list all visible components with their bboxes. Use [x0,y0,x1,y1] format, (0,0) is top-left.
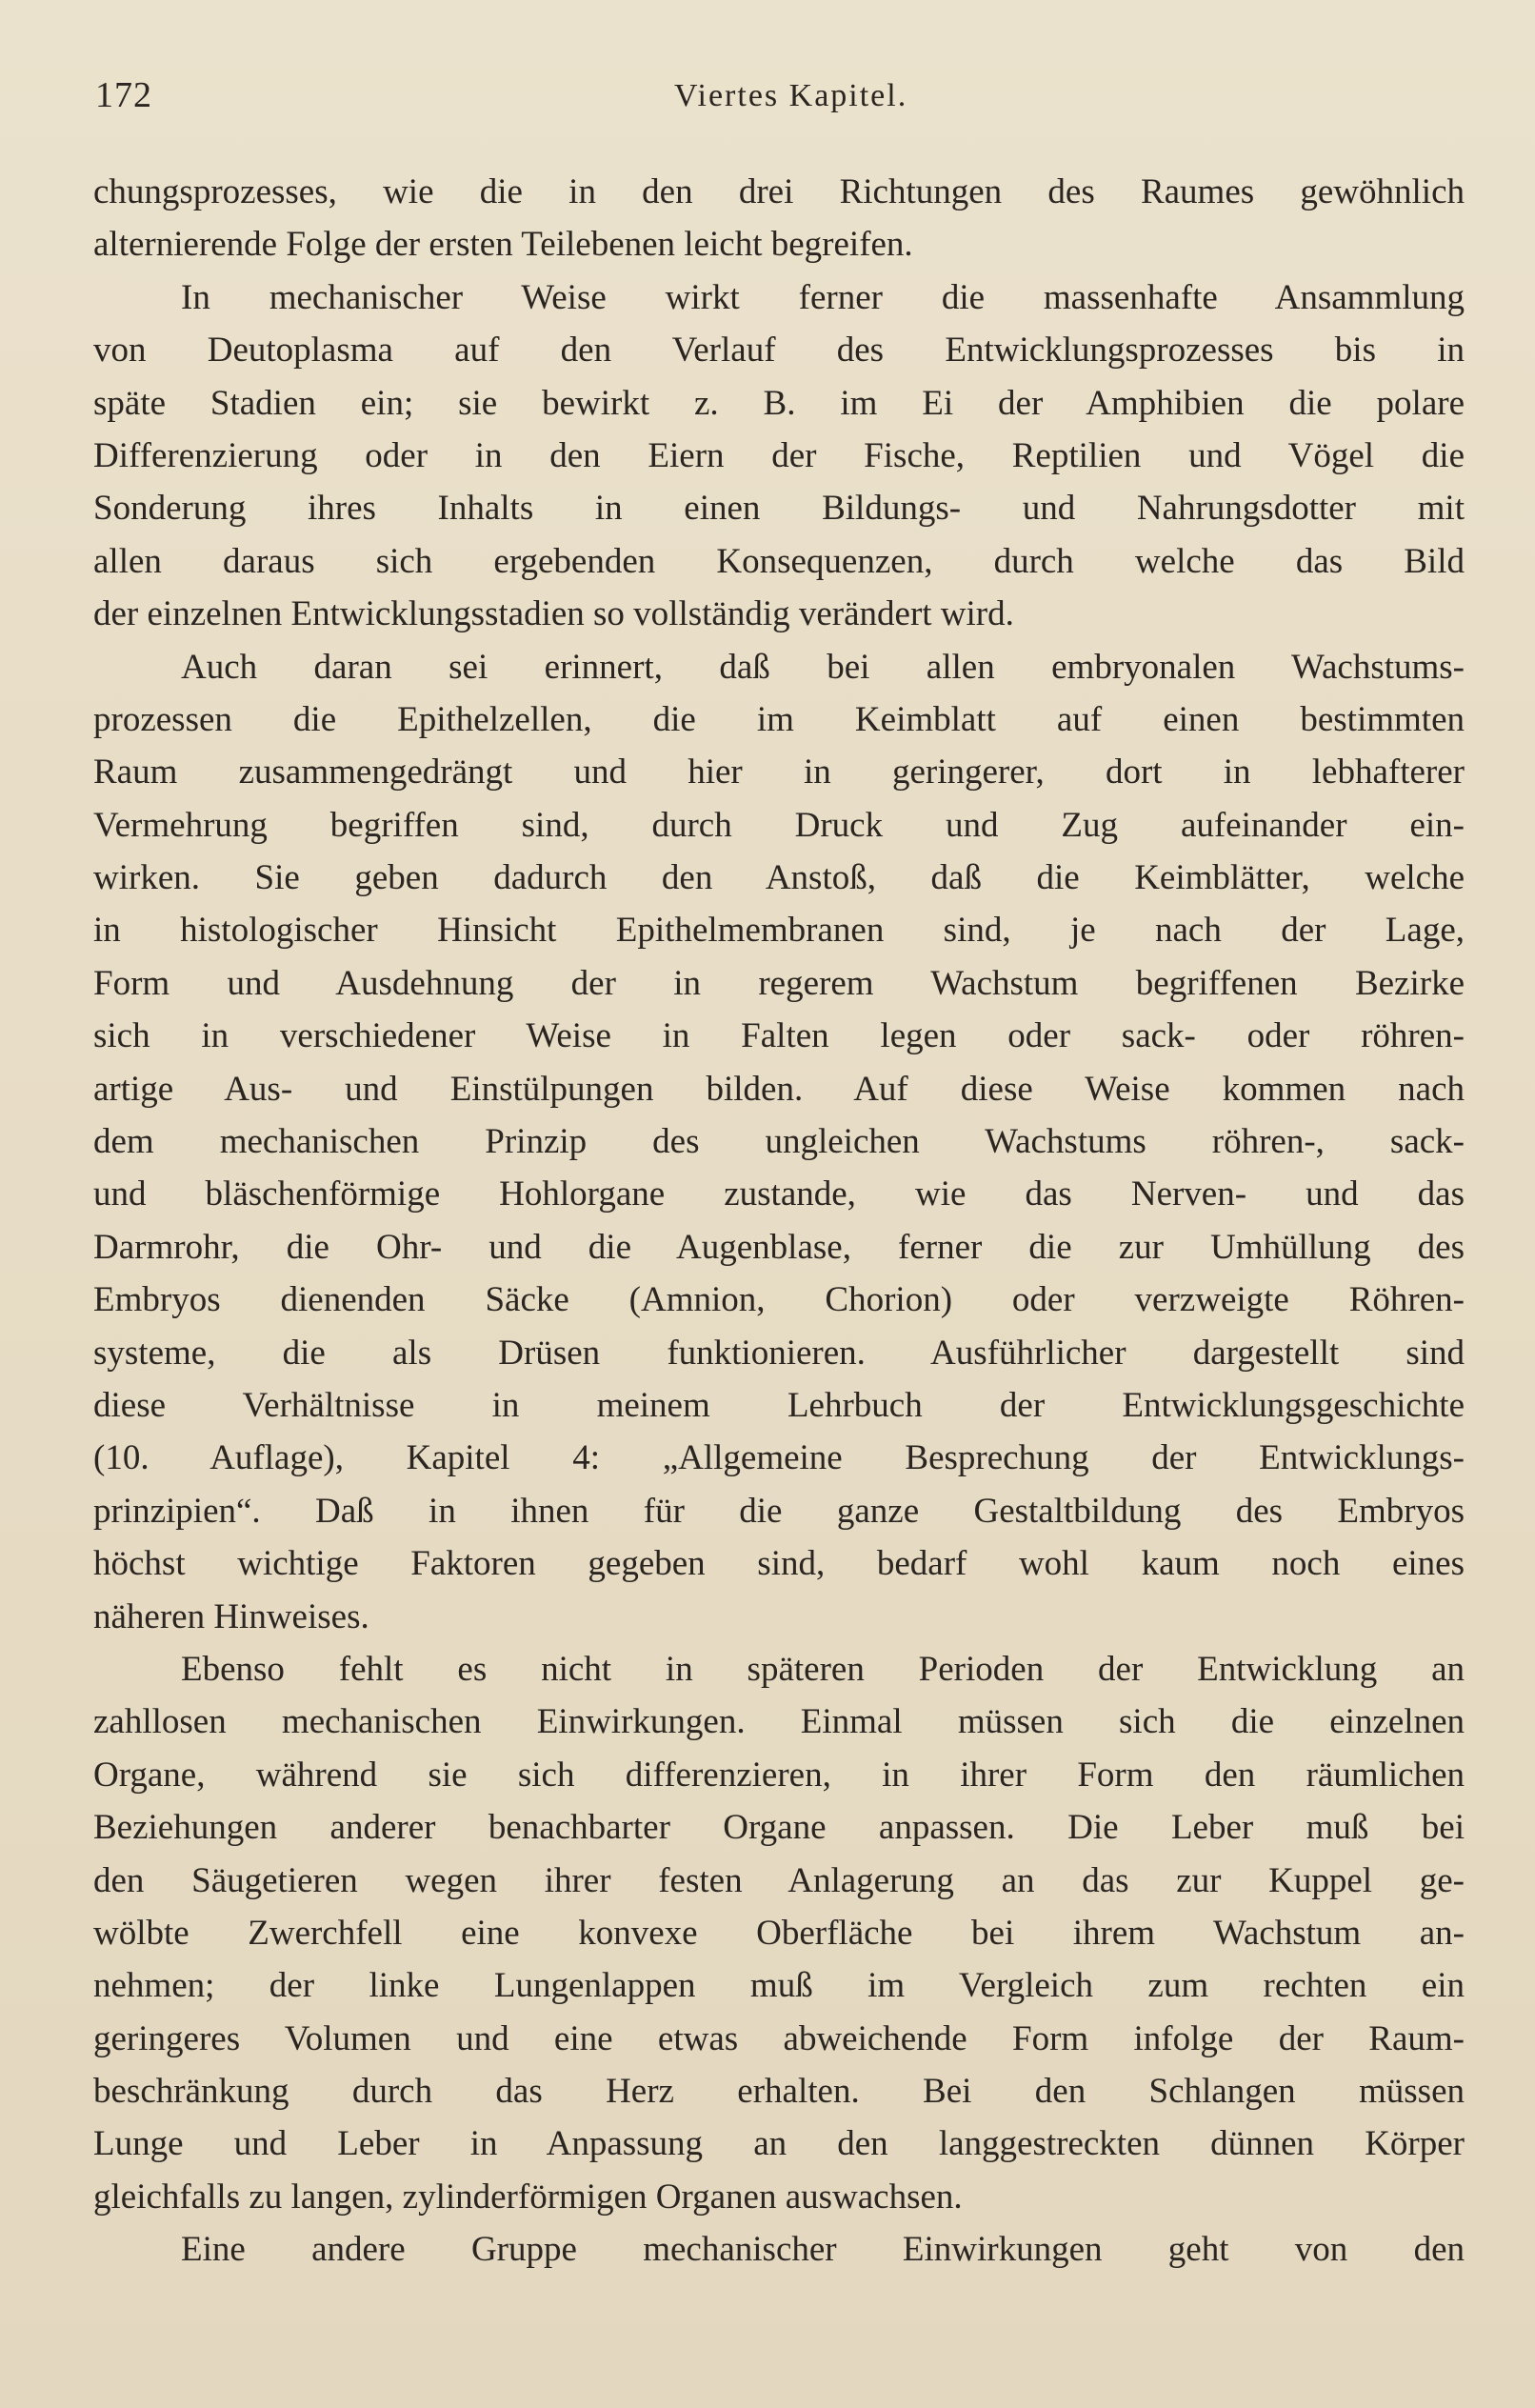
text-line: diese Verhältnisse in meinem Lehrbuch der Entwicklungsgeschichte [93,1385,1465,1425]
text-line: nehmen; der linke Lungenlappen muß im Vergleich zum rechten ein [93,1966,1465,2006]
text-line: näheren Hinweises. [93,1596,369,1636]
text-line: Lunge und Leber in Anpassung an den langgestreckten dünnen Körper [93,2124,1465,2164]
text-line: prinzipien“. Daß in ihnen für die ganze Gestaltbildung des Embryos [93,1491,1465,1531]
text-line: und bläschenförmige Hohlorgane zustande, wie das Nerven- und das [93,1174,1465,1214]
text-line: allen daraus sich ergebenden Konsequenzen, durch welche das Bild [93,541,1465,581]
text-line: Beziehungen anderer benachbarter Organe anpassen. Die Leber muß bei [93,1808,1465,1848]
text-line: alternierende Folge der ersten Teilebenen leicht begreifen. [93,225,913,265]
text-line: in histologischer Hinsicht Epithelmembranen sind, je nach der Lage, [93,911,1465,951]
text-line: beschränkung durch das Herz erhalten. Bei den Schlangen müssen [93,2072,1465,2112]
text-line: dem mechanischen Prinzip des ungleichen Wachstums röhren-, sack- [93,1122,1465,1162]
text-line: wölbte Zwerchfell eine konvexe Oberfläche bei ihrem Wachstum an- [93,1913,1465,1953]
text-line: prozessen die Epithelzellen, die im Keimblatt auf einen bestimmten [93,699,1465,739]
text-line: Ebenso fehlt es nicht in späteren Perioden der Entwicklung an [181,1649,1465,1689]
text-line: Auch daran sei erinnert, daß bei allen embryonalen Wachstums- [181,647,1465,687]
body-text [93,166,1465,2277]
text-line: späte Stadien ein; sie bewirkt z. B. im Ei der Amphibien die polare [93,383,1465,423]
text-line: sich in verschiedener Weise in Falten legen oder sack- oder röhren- [93,1016,1465,1056]
text-line: höchst wichtige Faktoren gegeben sind, bedarf wohl kaum noch eines [93,1544,1465,1584]
page-number: 172 [95,75,152,115]
text-line: Form und Ausdehnung der in regerem Wachstum begriffenen Bezirke [93,963,1465,1003]
text-line: Vermehrung begriffen sind, durch Druck und Zug aufeinander ein- [93,805,1465,845]
text-line: der einzelnen Entwicklungsstadien so vollständig verändert wird. [93,594,1014,634]
text-line: Darmrohr, die Ohr- und die Augenblase, ferner die zur Umhüllung des [93,1227,1465,1267]
text-line: wirken. Sie geben dadurch den Anstoß, daß die Keimblätter, welche [93,858,1465,898]
text-line: Embryos dienenden Säcke (Amnion, Chorion) oder verzweigte Röhren- [93,1280,1465,1320]
text-line: geringeres Volumen und eine etwas abweichende Form infolge der Raum- [93,2018,1465,2058]
text-line: systeme, die als Drüsen funktionieren. Ausführlicher dargestellt sind [93,1333,1465,1373]
text-line: Differenzierung oder in den Eiern der Fische, Reptilien und Vögel die [93,435,1465,475]
page-header [95,74,1428,120]
text-line: Organe, während sie sich differenzieren, in ihrer Form den räumlichen [93,1755,1465,1795]
text-line: (10. Auflage), Kapitel 4: „Allgemeine Besprechung der Entwicklungs- [93,1438,1465,1478]
text-line: zahllosen mechanischen Einwirkungen. Einmal müssen sich die einzelnen [93,1702,1465,1742]
text-line: artige Aus- und Einstülpungen bilden. Auf diese Weise kommen nach [93,1069,1465,1109]
text-line: den Säugetieren wegen ihrer festen Anlagerung an das zur Kuppel ge- [93,1860,1465,1900]
text-line: von Deutoplasma auf den Verlauf des Entwicklungsprozesses bis in [93,331,1465,371]
text-line: Raum zusammengedrängt und hier in geringerer, dort in lebhafterer [93,752,1465,793]
running-title: Viertes Kapitel. [674,78,908,113]
text-line: Sonderung ihres Inhalts in einen Bildungs- und Nahrungsdotter mit [93,489,1465,529]
text-line: Eine andere Gruppe mechanischer Einwirkungen geht von den [181,2230,1465,2270]
text-line: In mechanischer Weise wirkt ferner die massenhafte Ansammlung [181,277,1465,317]
text-line: gleichfalls zu langen, zylinderförmigen Organen auswachsen. [93,2177,963,2217]
text-line: chungsprozesses, wie die in den drei Richtungen des Raumes gewöhnlich [93,172,1465,211]
